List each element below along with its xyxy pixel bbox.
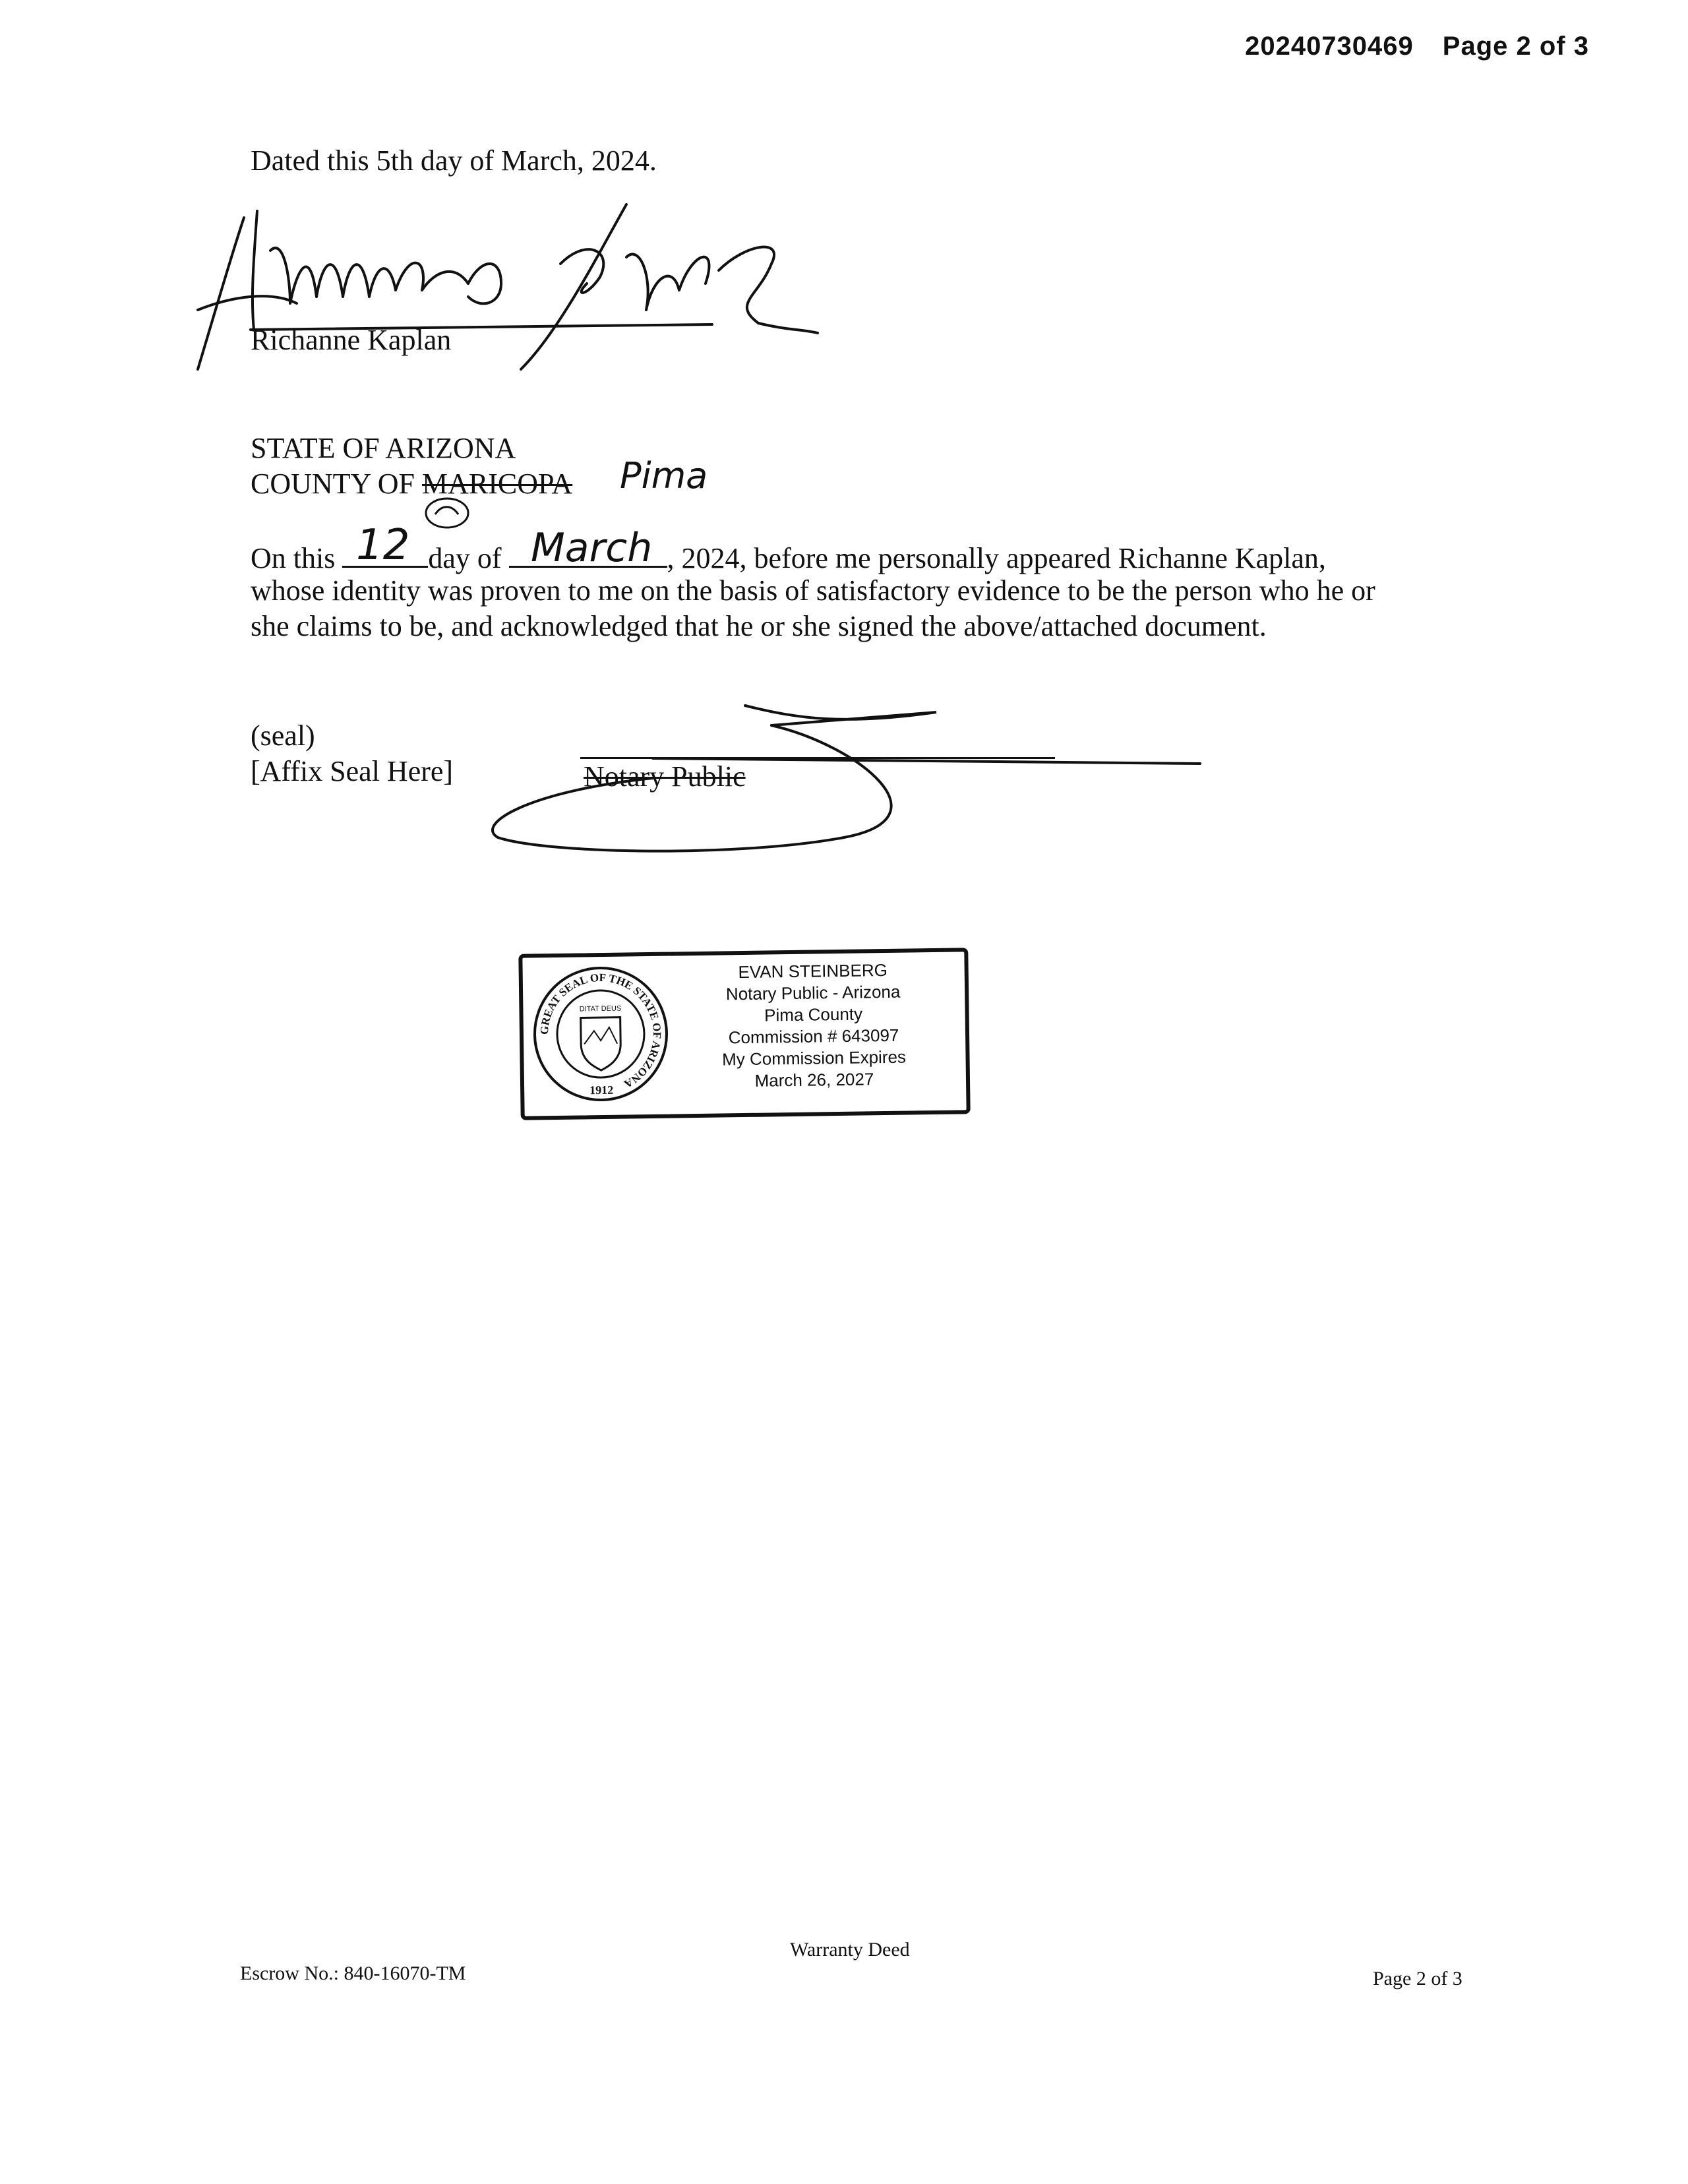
ack-month-handwritten: March [531,525,653,571]
notary-public-text: Notary Public [584,760,746,793]
ack-on-this: On this [251,542,336,574]
stamp-expires-date: March 26, 2027 [754,1069,874,1091]
county-struck: MARICOPA [421,468,573,500]
seal-label: (seal) [251,719,315,752]
notary-signature [488,692,1213,864]
ack-line-1 [251,537,1326,577]
affix-seal-label: [Affix Seal Here] [251,755,454,787]
page-indicator: Page 2 of 3 [1442,32,1589,61]
svg-text:GREAT SEAL OF THE STATE OF ARI [537,971,664,1092]
stamp-text-block [674,959,953,1093]
footer-page: Page 2 of 3 [1373,1968,1462,1989]
footer-escrow: Escrow No.: 840-16070-TM [240,1962,466,1984]
dated-line: Dated this 5th day of March, 2024. [251,144,657,177]
ack-rest-line1: , 2024, before me personally appeared Richanne Kaplan, [667,542,1326,574]
footer-doc-type: Warranty Deed [790,1939,910,1960]
notary-stamp [518,948,970,1120]
ack-day-of: day of [428,542,502,574]
record-number: 20240730469 [1245,32,1414,61]
stamp-notary-name: EVAN STEINBERG [738,959,888,983]
seal-year: 1912 [589,1083,614,1097]
county-handwritten: Pima [620,455,708,497]
state-seal-icon [531,964,671,1105]
ack-line-2: whose identity was proven to me on the basis of satisfactory evidence to be the person who he or [251,574,1375,607]
initials-mark [422,495,475,534]
ack-line-3: she claims to be, and acknowledged that he or she signed the above/attached document. [251,610,1267,642]
stamp-title: Notary Public - Arizona [725,981,901,1004]
state-line: STATE OF ARIZONA [251,432,516,464]
seal-motto: DITAT DEUS [579,1004,622,1014]
recording-header [1245,32,1589,61]
county-line [251,466,572,502]
seal-ring-text: GREAT SEAL OF THE STATE OF ARIZONA [537,971,664,1091]
stamp-commission: Commission # 643097 [728,1025,899,1048]
stamp-county: Pima County [764,1004,863,1025]
county-prefix: COUNTY OF [251,468,415,500]
stamp-expires-label: My Commission Expires [721,1046,907,1070]
ack-day-handwritten: 12 [356,521,410,570]
grantor-name: Richanne Kaplan [251,324,452,356]
